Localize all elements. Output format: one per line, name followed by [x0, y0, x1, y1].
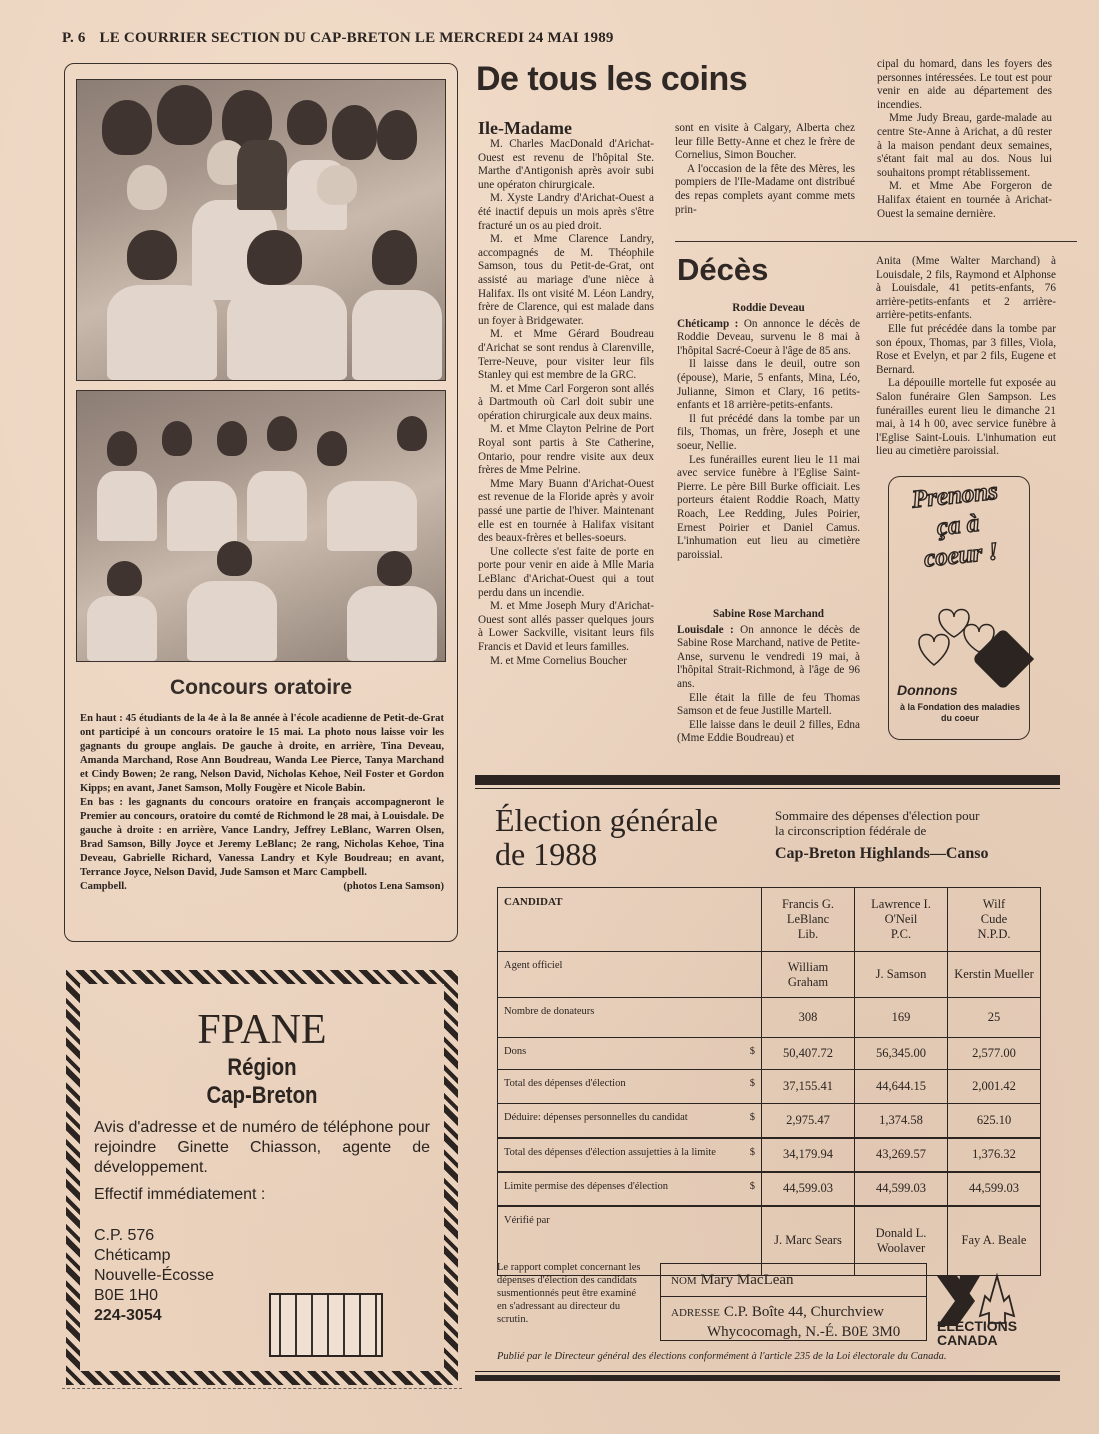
caption-bottom: En bas : les gagnants du concours oratoire en français accompagneront le Premier au concours, oratoire du comté de Richmond le 28 mai, à Louisdale. De gauche à droite : en arrière, Vance Landry, Jeffrey LeBlanc, Warren Olsen, Brad Samson, Billy Joyce et Jeremy LeBlanc; 2e rang, Nicholas Kehoe, Tina Deveau, Gabrielle Richard, Vanessa Landry et Kyle Boudreau; en avant, Terrance Joyce, Nelson David, Jude Samson et Marc Campbell. — [80, 797, 444, 878]
row-label-cell — [498, 1070, 762, 1104]
elections-canada-wordmark — [937, 1319, 1017, 1347]
coins-column-2 — [675, 122, 855, 217]
value-cell: J. Marc Sears — [762, 1206, 855, 1276]
row-label: Total des dépenses d'élection — [504, 1078, 626, 1089]
election-title — [495, 803, 718, 871]
photo-top — [76, 79, 446, 381]
ad-slogan — [889, 474, 1028, 577]
news-item: M. et Mme Joseph Mury d'Arichat-Ouest sont allés passer quelques jours à Lower Sackville, visitant leurs fils Francis et David et leurs familles. — [478, 600, 654, 653]
candidat-label: CANDIDAT — [504, 896, 563, 908]
table-row — [498, 998, 1041, 1038]
value-cell: 308 — [762, 998, 855, 1038]
photo-bottom — [76, 390, 446, 662]
nom-value: Mary MacLean — [700, 1272, 794, 1288]
candidate-header: Lawrence I. O'Neil P.C. — [855, 888, 948, 952]
obituary-text: Elle laisse dans le deuil 2 filles, Edna (Mme Eddie Boudreau) et — [677, 718, 860, 745]
obituary-text: La dépouille mortelle fut exposée au Salon funéraire Glen Sampson. Les funérailles eurent lieu le dimanche 21 mai, à 14 h 00, avec service funèbre à l'Eglise Saint-Louis. L'inhumation eut lieu au cimetière paroissial. — [876, 377, 1056, 458]
ad-foundation: à la Fondation des maladies du coeur — [899, 702, 1021, 723]
adresse-line: C.P. Boîte 44, Churchview — [723, 1304, 884, 1320]
logo-line: ELECTIONS — [937, 1318, 1018, 1334]
photo-caption — [80, 712, 444, 894]
row-label: Limite permise des dépenses d'élection — [504, 1180, 669, 1192]
obituary-text: Il fut précédé dans la tombe par un fils, Thomas, un frère, Joseph et une soeur, Nellie. — [677, 412, 860, 452]
news-item: M. Xyste Landry d'Arichat-Ouest a été inactif depuis un mois après s'être fracturé un os au pied droit. — [478, 192, 654, 232]
obituary-text: Il laisse dans le deuil, outre son (épouse), Marie, 5 enfants, Mina, Léo, Julianne, Simon et Clary, 16 petits-enfants et 18 arrière-petits-enfants. — [677, 358, 860, 412]
nom-label: NOM — [671, 1275, 697, 1287]
news-item: M. et Mme Carl Forgeron sont allés à Dartmouth où Carl doit subir une opération chirurgicale aux deux mains. — [478, 382, 654, 422]
value-cell: J. Samson — [855, 952, 948, 998]
section-heading-deces: Décès — [677, 252, 769, 287]
value-cell: 625.10 — [948, 1104, 1041, 1138]
obituary-name: Roddie Deveau — [732, 302, 805, 314]
news-item: Mme Mary Buann d'Arichat-Ouest est revenue de la Floride après y avoir passé une partie de l'hiver. Maintenant elle est en tournée à Halifax visitant des beaux-frères et belles-soeurs. — [478, 477, 654, 545]
obituary-text: Les funérailles eurent lieu le 11 mai avec service funèbre à l'Eglise Saint-Pierre. Le père Bill Burke officiait. Les porteurs étaient Roddie Roach, Matty Roach, Lee Redding, Jules Poirier, Ernest Poirier et Daniel Camus. L'inhumation eut lieu au cimetière paroissial. — [677, 453, 860, 561]
obituary-place: Chéticamp : — [677, 317, 739, 330]
caption-repeat: Campbell. — [80, 881, 127, 892]
value-cell: 56,345.00 — [855, 1038, 948, 1070]
caption-title: Concours oratoire — [169, 676, 353, 699]
row-label: Total des dépenses d'élection assujetties à la limite — [504, 1146, 716, 1158]
fpane-phone: 224-3054 — [94, 1307, 162, 1324]
adresse-line: Whycocomagh, N.-É. B0E 3M0 — [707, 1324, 901, 1340]
obituary-text: Elle fut précédée dans la tombe par son époux, Thomas, par 3 filles, Viola, Rose et Evelyn, et par 2 fils, Eugene et Bernard. — [876, 322, 1056, 376]
address-line: Chéticamp — [94, 1247, 171, 1264]
table-header-cell — [498, 888, 762, 952]
value-cell: 34,179.94 — [762, 1138, 855, 1172]
coins-column-3 — [877, 58, 1052, 221]
news-item: M. et Mme Clayton Pelrine de Port Royal sont partis à Ste Catherine, Ontario, pour rendre visite aux deux frères de Mme Pelrine. — [478, 423, 654, 477]
adresse-label: ADRESSE — [671, 1307, 720, 1319]
table-row — [498, 952, 1041, 998]
slogan-line: Prenons — [910, 477, 1000, 514]
currency-symbol: $ — [749, 1112, 755, 1123]
table-row — [498, 1070, 1041, 1104]
fpane-title: FPANE — [197, 1007, 327, 1053]
value-cell: 44,644.15 — [855, 1070, 948, 1104]
value-cell: 44,599.03 — [762, 1172, 855, 1206]
obituary-text: Anita (Mme Walter Marchand) à Louisdale, 2 fils, Raymond et Alphonse à Louisdale, 41 petits-enfants, 76 arrière-petits-enfants et 2 arrière-arrière-petits-enfants. — [876, 255, 1056, 322]
riding-name: Cap-Breton Highlands—Canso — [775, 845, 989, 862]
value-cell: 50,407.72 — [762, 1038, 855, 1070]
row-label: Dons — [504, 1046, 527, 1057]
news-item: Une collecte s'est faite de porte en porte pour venir en aide à Mlle Maria LeBlanc d'Arichat-Ouest qui a tout perdu dans un incendie. — [478, 545, 654, 599]
value-cell: 44,599.03 — [855, 1172, 948, 1206]
publication-notice: Publié par le Directeur général des élections conformément à l'article 235 de la Loi électorale du Canada. — [497, 1351, 947, 1362]
row-label-cell — [498, 1038, 762, 1070]
news-item: A l'occasion de la fête des Mères, les pompiers de l'Ile-Madame ont distribué des repas complets ayant comme mets prin- — [675, 162, 855, 216]
row-label: Vérifié par — [504, 1214, 550, 1226]
fpane-region-2: Cap-Breton — [206, 1082, 318, 1109]
currency-symbol: $ — [749, 1078, 755, 1089]
currency-symbol: $ — [749, 1046, 755, 1057]
returning-officer-box — [660, 1263, 927, 1341]
value-cell: 44,599.03 — [948, 1172, 1041, 1206]
row-label-cell — [498, 1138, 762, 1172]
row-label-cell — [498, 1104, 762, 1138]
bottom-rule-thin — [475, 1371, 1060, 1372]
row-label: Déduire: dépenses personnelles du candidat — [504, 1112, 688, 1123]
top-rule — [475, 775, 1060, 785]
table-row — [498, 1172, 1041, 1206]
slogan-line: coeur ! — [922, 538, 1000, 573]
bottom-rule — [475, 1375, 1060, 1381]
row-label-cell — [498, 1172, 762, 1206]
title-line: de 1988 — [495, 836, 598, 872]
expenses-table — [497, 887, 1041, 1276]
news-item: M. Charles MacDonald d'Arichat-Ouest est revenu de l'hôpital Ste. Marthe d'Antigonish après avoir subi une opératon chirurgicale. — [478, 138, 654, 191]
obituary-text: Elle était la fille de feu Thomas Samson et de feue Justille Martell. — [677, 691, 860, 718]
table-header-row — [498, 888, 1041, 952]
section-divider — [675, 241, 1077, 242]
value-cell: Kerstin Mueller — [948, 952, 1041, 998]
value-cell: 2,577.00 — [948, 1038, 1041, 1070]
value-cell: William Graham — [762, 952, 855, 998]
section-heading-coins: De tous les coins — [476, 60, 748, 98]
obituary-text: On annonce le décès de Sabine Rose Marchand, native de Petite-Anse, survenu le vendredi 19 mai, à l'hôpital Strait-Richmond, à l'âge de 96 ans. — [677, 623, 861, 690]
table-row — [498, 1038, 1041, 1070]
photo-feature-box — [64, 63, 458, 942]
obituary-text: On annonce le décès de Roddie Deveau, survenu le 8 mai à l'hôpital Sacré-Coeur à l'âge de 85 ans. — [677, 317, 861, 357]
candidate-header: Wilf Cude N.P.D. — [948, 888, 1041, 952]
address-line: Nouvelle-Écosse — [94, 1267, 215, 1284]
currency-symbol: $ — [749, 1146, 755, 1158]
table-row — [498, 1138, 1041, 1172]
value-cell: 1,374.58 — [855, 1104, 948, 1138]
value-cell: Fay A. Beale — [948, 1206, 1041, 1276]
value-cell: 43,269.57 — [855, 1138, 948, 1172]
fpane-region-1: Région — [227, 1054, 297, 1081]
logo-line: CANADA — [937, 1332, 998, 1348]
summary-line: la circonscription fédérale de — [775, 823, 927, 838]
photo-credit: (photos Lena Samson) — [343, 881, 444, 892]
value-cell: 1,376.32 — [948, 1138, 1041, 1172]
election-summary-ad — [475, 775, 1060, 1381]
news-item: M. et Mme Gérard Boudreau d'Arichat se sont rendus à Clarenville, Terre-Neuve, pour visiter leur fils Stanley qui est membre de la GRC. — [478, 328, 654, 382]
obituary-1 — [677, 302, 860, 562]
fpane-effective: Effectif immédiatement : — [94, 1186, 266, 1203]
fpane-ad — [66, 970, 458, 1385]
currency-symbol: $ — [749, 1180, 755, 1192]
summary-line: Sommaire des dépenses d'élection pour — [775, 808, 980, 823]
address-line: B0E 1H0 — [94, 1287, 159, 1304]
row-label-cell — [498, 952, 762, 998]
candidate-header: Francis G. LeBlanc Lib. — [762, 888, 855, 952]
value-cell: 169 — [855, 998, 948, 1038]
news-item: M. et Mme Abe Forgeron de Halifax étaient en tournée à Arichat-Ouest la semaine dernière. — [877, 180, 1052, 220]
news-item: Mme Judy Breau, garde-malade au centre Ste-Anne à Arichat, a dû rester à la maison pendant deux semaines, s'étant fait mal au dos. Nous lui souhaitons prompt rétablissement. — [877, 112, 1052, 179]
top-rule-thin — [475, 788, 1060, 789]
table-row — [498, 1104, 1041, 1138]
heart-foundation-ad — [888, 476, 1030, 740]
coins-subheading: Ile-Madame — [478, 118, 572, 138]
value-cell: 25 — [948, 998, 1041, 1038]
report-note: Le rapport complet concernant les dépenses d'élection des candidats susmentionnés peut être examiné en s'adressant au directeur du scrutin. — [497, 1262, 641, 1325]
title-line: Élection générale — [495, 802, 718, 838]
news-item: cipal du homard, dans les foyers des personnes intéressées. Le tout est pour venir en aide au département des incendies. — [877, 58, 1052, 111]
address-line: C.P. 576 — [94, 1227, 155, 1244]
caption-top: En haut : 45 étudiants de la 4e à la 8e année à l'école acadienne de Petit-de-Grat ont participé à un concours oratoire le 15 mai. La photo nous laisse voir les gagnants du groupe anglais. De gauche à droite, en arrière, Tina Deveau, Amanda Marchand, Rose Ann Boudreau, Wanda Lee Pierce, Tanya Marchand et Cindy Bowen; 2e rang, Nelson David, Nicholas Kehoe, Neil Foster et Gordon Kipps; en avant, Janet Samson, Molly Fougère et Nicole Babin. — [80, 713, 444, 794]
masthead: LE COURRIER SECTION DU CAP-BRETON LE MERCREDI 24 MAI 1989 — [99, 30, 614, 46]
page-number: P. 6 — [62, 30, 86, 46]
news-item: M. et Mme Cornelius Boucher — [490, 654, 628, 667]
page-header — [62, 30, 614, 47]
value-cell: 2,001.42 — [948, 1070, 1041, 1104]
classroom-illustration-icon — [269, 1293, 383, 1357]
cut-line-divider — [62, 1388, 462, 1389]
obituary-place: Louisdale : — [677, 623, 734, 636]
obituary-2-continued — [876, 255, 1056, 459]
value-cell: 37,155.41 — [762, 1070, 855, 1104]
ad-cta: Donnons — [897, 682, 958, 698]
obituary-2 — [677, 608, 860, 746]
value-cell: Donald L. Woolaver — [855, 1206, 948, 1276]
slogan-line: ça à — [935, 509, 981, 542]
news-item: M. et Mme Clarence Landry, accompagnés de M. Théophile Samson, tous du Petit-de-Grat, ont assisté au mariage d'une nièce à Halifax. Ils ont visité M. Léon Landry, frère de Clarence, qui est malade dans un foyer à Bridgewater. — [478, 233, 654, 327]
row-label-cell — [498, 998, 762, 1038]
fpane-body: Avis d'adresse et de numéro de téléphone pour rejoindre Ginette Chiasson, agente de développement. — [94, 1119, 430, 1176]
coins-column-1 — [478, 116, 654, 668]
news-item: sont en visite à Calgary, Alberta chez leur fille Betty-Anne et chez le frère de Cornelius, Simon Boucher. — [675, 122, 855, 162]
election-summary — [775, 808, 980, 838]
value-cell: 2,975.47 — [762, 1104, 855, 1138]
obituary-name: Sabine Rose Marchand — [712, 608, 825, 620]
row-label: Nombre de donateurs — [504, 1006, 595, 1017]
row-label: Agent officiel — [504, 960, 563, 971]
